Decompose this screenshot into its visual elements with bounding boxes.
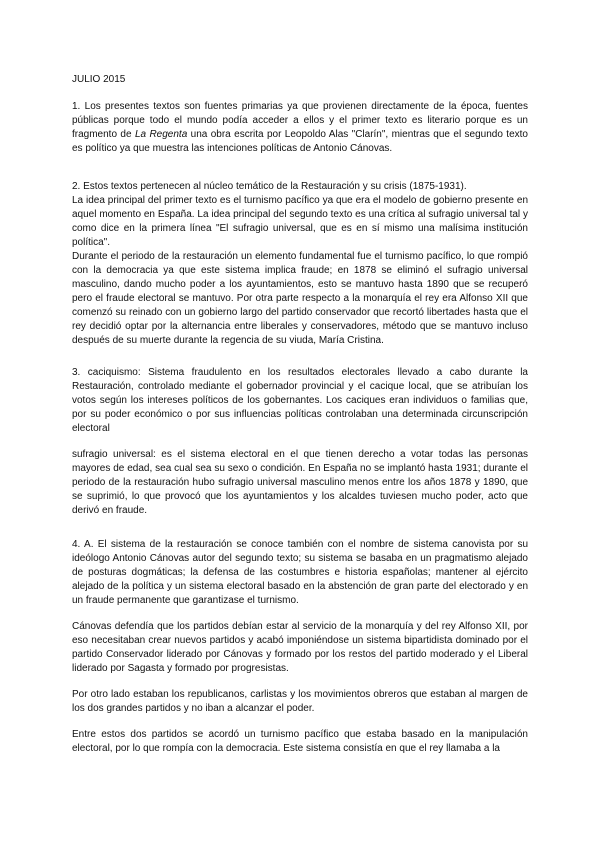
book-title: La Regenta [134, 129, 188, 140]
answer-2 [72, 180, 528, 348]
definition-sufragio-universal: sufragio universal: es el sistema electoral en el que tienen derecho a votar todas las personas mayores de edad, sea cual sea su sexo o condición. En España no se implantó hasta 1931; durante el periodo de la restauración hubo sufragio universal masculino menos entre los años 1878 y 1890, que se suprimió, lo que provocó que los ayuntamientos y los alcaldes tuviesen mucho poder, acto que derivó en fraude. [72, 449, 528, 516]
answer-4-paragraph-2: Cánovas defendía que los partidos debían estar al servicio de la monarquía y del rey Alfonso XII, por eso necesitaban crear nuevos partidos y acabó imponiéndose un sistema bipartidista dominado por el partido Conservador liderado por Cánovas y formado por los restos del partido moderado y el Liberal liderado por Sagasta y formado por progresistas. [72, 621, 528, 674]
answer-4-paragraph-3: Por otro lado estaban los republicanos, carlistas y los movimientos obreros que estaban al margen de los dos grandes partidos y no iban a alcanzar el poder. [72, 689, 528, 714]
answer-4 [72, 538, 528, 756]
answer-2-paragraph-2: Durante el periodo de la restauración un elemento fundamental fue el turnismo pacífico, lo que rompió con la democracia ya que este sistema implica fraude; en 1878 se eliminó el sufragio universal masculino, dando mucho poder a los ayuntamientos, esto se mantuvo hasta 1890 que se recuperó pero el fraude electoral se mantuvo. Por otra parte respecto a la monarquía el rey era Alfonso XII que comenzó su reinado con un gobierno largo del partido conservador que recortó libertades hasta que el rey decidió optar por la alternancia entre liberales y conservadores, método que se mantuvo incluso después de su muerte durante la regencia de su viuda, María Cristina. [72, 251, 528, 346]
answer-4-paragraph-4: Entre estos dos partidos se acordó un turnismo pacífico que estaba basado en la manipulación electoral, por lo que rompía con la democracia. Este sistema consistía en que el rey llamaba a la [72, 729, 528, 754]
definition-caciquismo: 3. caciquismo: Sistema fraudulento en los resultados electorales llevado a cabo durante la Restauración, controlado mediante el gobernador provincial y el cacique local, que se atribuían los votos según los intereses políticos de los gobernantes. Los caciques eran individuos o familias que, por su poder económico o por sus influencias políticas controlaban una determinada circunscripción electoral [72, 367, 528, 434]
document-date: JULIO 2015 [72, 74, 126, 85]
answer-2-heading: 2. Estos textos pertenecen al núcleo temático de la Restauración y su crisis (1875-1931). [72, 181, 467, 192]
answer-2-paragraph-1: La idea principal del primer texto es el turnismo pacífico ya que era el modelo de gobierno presente en aquel momento en España. La idea principal del segundo texto es una crítica al sufragio universal tal y como dice en la primera línea "El sufragio universal, que es en sí mismo una malísima institución política". [72, 195, 528, 248]
answer-1 [72, 100, 528, 156]
answer-4-paragraph-1: 4. A. El sistema de la restauración se conoce también con el nombre de sistema canovista por su ideólogo Antonio Cánovas autor del segundo texto; su sistema se basaba en un pragmatismo alejado de posturas dogmáticas; la defensa de las costumbres e historia españolas; mantener al ejército alejado de la política y un sistema electoral basado en la abstención de gran parte del electorado y en un fraude permanente que garantizase el turnismo. [72, 539, 528, 606]
answer-1-paragraph: 1. Los presentes textos son fuentes primarias ya que provienen directamente de la época, fuentes públicas porque todo el mundo podía acceder a ellos y el primer texto es literario porque es un fragmento de La Regenta una obra escrita por Leopoldo Alas "Clarín", mientras que el segundo texto es político ya que muestra las intenciones políticas de Antonio Cánovas. [72, 101, 528, 154]
answer-3 [72, 366, 528, 518]
